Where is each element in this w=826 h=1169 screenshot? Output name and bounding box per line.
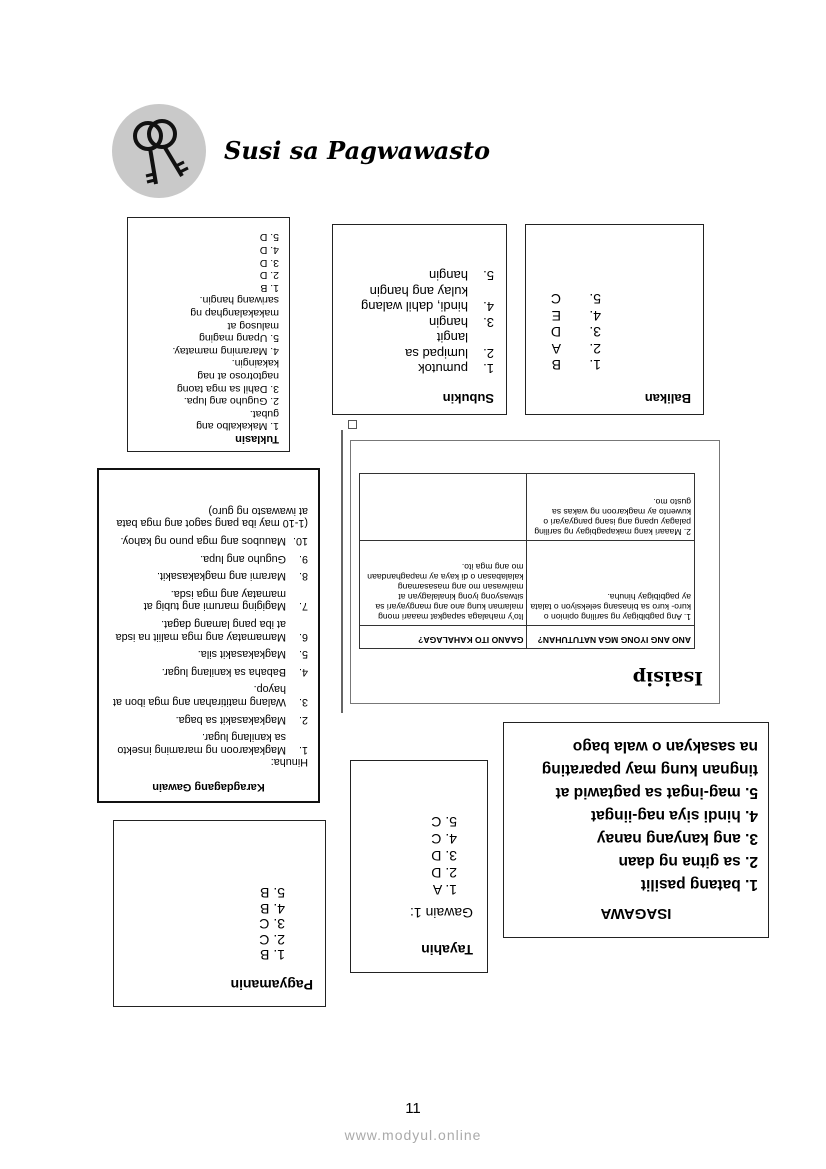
table-cell: Ito'y mahalaga sapagkat maaari mong malaman kung ano ang mangyayari sa sitwasyong iyong kinalalagyan at maiiwasan mo ang masasamang kalalabasan o di kaya ay mapaghandaan mo ang mga ito. (360, 541, 528, 626)
item-text: D (550, 324, 561, 341)
pagyamanin-list (126, 885, 313, 963)
list-item: 3. ang kanyang nanay (596, 830, 758, 847)
karagdagang-title: Karagdagang Gawain (152, 781, 265, 793)
watermark: www.modyul.online (344, 1127, 482, 1143)
key-icon (112, 104, 206, 198)
table-header-row (360, 626, 695, 649)
list-item: malusog at (227, 319, 279, 332)
item-text: hindi, dahil walang (361, 299, 468, 315)
list-item (345, 284, 494, 300)
table-row (360, 474, 695, 541)
item-number: 1. (589, 357, 601, 374)
list-item: 5. mag-ingat sa pagtawid at (555, 784, 758, 801)
item-text: A (551, 341, 561, 357)
item-text: E (551, 308, 561, 324)
list-item (345, 268, 494, 284)
list-item: 2. Guguho ang lupa. (183, 395, 279, 408)
list-item (109, 535, 308, 548)
isagawa-list (514, 735, 758, 896)
list-item: 1. B (260, 947, 285, 964)
list-item (109, 617, 308, 642)
tuklasin-title: Tuklasin (235, 433, 279, 445)
subukin-title: Subukin (442, 391, 494, 406)
list-item: 5. Upang maging (199, 332, 279, 345)
item-text: Mauubos ang mga puno ng kahoy. (120, 535, 286, 548)
table-row (360, 541, 695, 626)
list-item (109, 648, 308, 661)
list-item: 4. hindi siya nag-iingat (590, 807, 758, 824)
list-item: 1. A (432, 882, 457, 898)
item-text: Magkakasakit sila. (197, 648, 286, 661)
karagdagang-list (109, 535, 308, 756)
list-item (109, 683, 308, 708)
item-text: langit (436, 330, 468, 346)
list-item (345, 346, 494, 362)
list-item: 2. D (431, 865, 457, 881)
item-number: 5. (483, 268, 494, 284)
list-item (109, 665, 308, 678)
list-item (538, 341, 691, 358)
item-number: 8. (298, 570, 308, 583)
item-text: hangin (428, 268, 468, 284)
item-number: 7. (298, 600, 308, 613)
table-header-importance: GAANO ITO KAHALAGA? (360, 626, 528, 649)
tayahin-subtitle: Gawain 1: (409, 905, 473, 921)
list-item: 4. Maraming mamatay. (172, 344, 279, 357)
item-number: 2. (589, 341, 601, 357)
item-number: 4. (298, 665, 308, 678)
karagdagang-hint: Hinuha: (270, 756, 308, 769)
isaisip-table (359, 473, 695, 649)
item-number: 1. (483, 361, 494, 377)
item-text: Marami ang magkakasakit. (156, 570, 286, 583)
tuklasin-list (138, 231, 279, 433)
balikan-list (538, 291, 691, 374)
list-item (345, 361, 494, 377)
isaisip-box (350, 440, 720, 704)
list-item: 2. C (259, 932, 285, 948)
small-checkbox-mark (348, 420, 357, 429)
list-item: 3. D (259, 256, 279, 269)
list-item (538, 324, 691, 341)
list-item: 4. D (259, 244, 279, 257)
list-item: 5. B (260, 885, 285, 902)
item-text: Magkakaroon ng maraming insekto sa kanilang lugar. (117, 731, 286, 756)
list-item (109, 713, 308, 726)
item-number: 4. (483, 299, 494, 315)
karagdagang-note: (1-10 may iba pang sagot ang mga bata at iwawasto ng guro) (116, 504, 308, 530)
item-text: Guguho ang lupa. (200, 552, 286, 565)
item-text: Magiging marumi ang tubig at mamatay ang mga isda. (143, 587, 286, 613)
item-number: 3. (483, 315, 494, 330)
item-text: Babaha sa kanilang lugar. (161, 665, 286, 678)
tayahin-box (350, 760, 488, 973)
list-item: sariwang hangin. (199, 294, 279, 307)
item-text: hangin (428, 315, 468, 330)
item-number: 3. (298, 696, 308, 709)
item-text: Magkakasakit sa baga. (175, 713, 286, 726)
isagawa-box (503, 722, 769, 938)
list-item: 3. Dahil sa mga taong (176, 382, 279, 395)
balikan-box (525, 224, 704, 415)
item-number: 3. (589, 324, 601, 341)
item-text: Mamamatay ang mga maliit na isda at iba pang lamang dagat. (115, 618, 286, 643)
list-item: 5. C (431, 814, 457, 830)
item-text: Walang matitirahan ang mga ibon at hayop. (112, 683, 286, 709)
item-number (468, 284, 494, 300)
list-item: 5. D (259, 231, 279, 244)
list-item (109, 570, 308, 583)
list-item (538, 308, 691, 325)
list-item: 2. sa gitna ng daan (618, 853, 758, 870)
item-text: B (551, 357, 561, 374)
pagyamanin-box (113, 820, 326, 1007)
item-text: pumutok (418, 361, 468, 377)
isagawa-title: ISAGAWA (600, 905, 672, 922)
list-item: gubat. (249, 407, 279, 420)
pagyamanin-title: Pagyamanin (230, 977, 313, 993)
table-cell (360, 474, 528, 541)
item-text: lumipad sa (405, 346, 468, 361)
item-text: C (550, 291, 561, 308)
list-item (345, 315, 494, 331)
list-item: 1. B (260, 281, 279, 294)
item-text: kulay ang hangin (369, 284, 468, 299)
list-item: nagtotroso at nag (197, 370, 279, 383)
list-item: 4. C (431, 831, 457, 847)
list-item: 4. B (260, 901, 285, 917)
karagdagang-gawain-box (97, 468, 320, 803)
item-number: 10. (292, 535, 308, 548)
tayahin-title: Tayahin (421, 942, 473, 958)
table-cell: 1. Ang pagbibigay ng sariling opinion o kuro- kuro sa binasang seleksiyon o talata ay pagbibigay hinuha. (527, 541, 695, 626)
item-number: 4. (589, 308, 601, 324)
balikan-title: Balikan (644, 391, 691, 406)
isaisip-title: Isaisip (632, 667, 703, 689)
table-cell: 2. Maaari kang makapagbigay ng sariling palagay upang ang isang pangyayari o kuwento ay magkaroon ng wakas sa gusto mo. (527, 474, 695, 541)
page-number: 11 (405, 1100, 421, 1117)
list-item (538, 291, 691, 308)
list-item: makakalanghap ng (190, 307, 279, 320)
list-item (538, 357, 691, 374)
list-item: 3. C (259, 916, 285, 933)
list-item (345, 330, 494, 346)
item-number: 2. (298, 713, 308, 726)
item-number: 5. (298, 648, 308, 661)
item-number: 5. (589, 291, 601, 308)
item-number: 9. (298, 552, 308, 565)
tayahin-list (365, 813, 473, 898)
vertical-rule (341, 430, 343, 713)
subukin-list (345, 268, 494, 377)
list-item (109, 552, 308, 565)
table-header-learned: ANO ANG IYONG MGA NATUTUHAN? (527, 626, 695, 649)
tuklasin-box (127, 217, 290, 452)
item-number (468, 330, 494, 346)
item-number: 6. (298, 630, 308, 643)
list-item: 2. D (259, 269, 279, 282)
list-item: 3. D (431, 848, 457, 864)
page-title: Susi sa Pagwawasto (224, 136, 490, 165)
list-item: 1. batang pasilit (640, 876, 758, 893)
list-item: 1. Makakalbo ang (196, 420, 279, 433)
item-number: 1. (298, 743, 308, 756)
list-item: tingnan kung may paparating (541, 761, 758, 778)
list-item: na sasakyan o wala bago (572, 738, 758, 755)
list-item (345, 299, 494, 315)
subukin-box (332, 224, 507, 415)
list-item (109, 731, 308, 756)
item-number: 2. (483, 346, 494, 361)
list-item: kakaingin. (231, 357, 279, 370)
list-item (109, 587, 308, 612)
